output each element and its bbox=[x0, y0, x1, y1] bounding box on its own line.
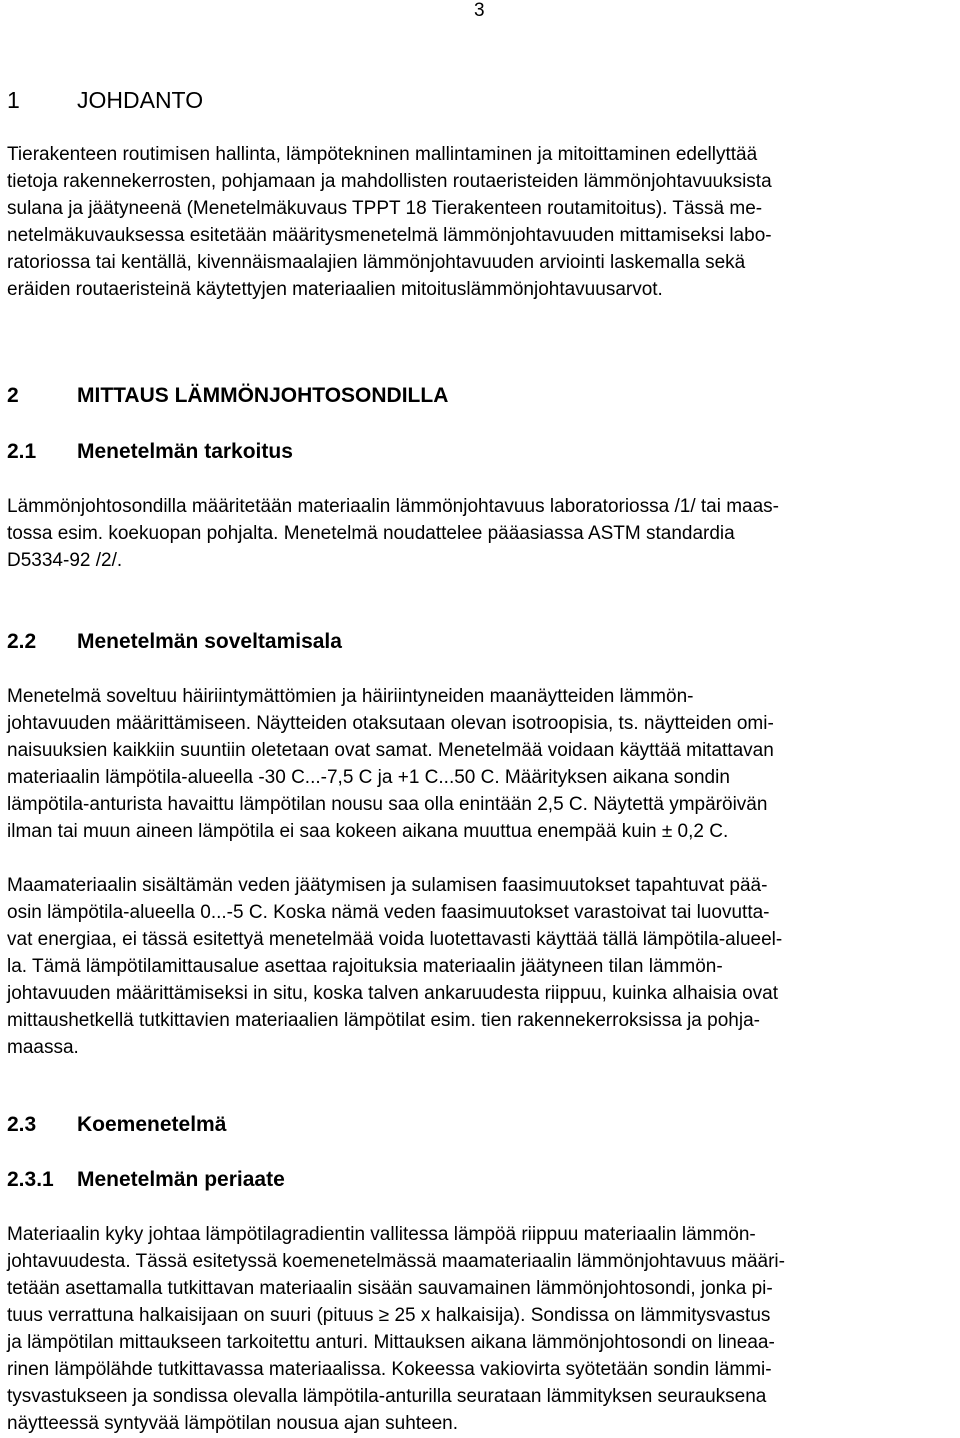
section-title: Menetelmän tarkoitus bbox=[77, 440, 293, 463]
section-heading-1 bbox=[7, 86, 203, 114]
section-number: 2.3.1 bbox=[7, 1168, 54, 1191]
section-heading-2-1 bbox=[7, 439, 293, 465]
section-number: 1 bbox=[7, 87, 20, 113]
principle-paragraph: Materiaalin kyky johtaa lämpötilagradientin vallitessa lämpöä riippuu materiaalin lämmön- johtavuudesta. Tässä esitetyssä koemenetelmässä maamateriaalin lämmönjohtavuus määri- tetään asettamalla tutkittavan materiaalin sisään sauvamainen lämmönjohtosondi, jonka pi- tuus verrattuna halkaisijaan on suuri (pituus ≥ 25 x halkaisija). Sondissa on lämmitysvastus ja lämpötilan mittaukseen tarkoitettu anturi. Mittauksen aikana lämmönjohtosondi on lineaa- rinen lämpölähde tutkittavassa materiaalissa. Kokeessa vakiovirta syötetään sondin lämmi- tysvastukseen ja sondissa olevalla lämpötila-anturilla seurataan lämmityksen seurauksena näytteessä syntyvää lämpötilan nousua ajan suhteen. bbox=[7, 1224, 785, 1434]
section-title: Koemenetelmä bbox=[77, 1113, 227, 1136]
section-title: JOHDANTO bbox=[77, 87, 204, 113]
section-number: 2 bbox=[7, 384, 19, 407]
section-title: Menetelmän periaate bbox=[77, 1168, 285, 1191]
intro-paragraph: Tierakenteen routimisen hallinta, lämpötekninen mallintaminen ja mitoittaminen edellyttää tietoja rakennekerrosten, pohjamaan ja mahdollisten routaeristeiden lämmönjohtavuuksista sulana ja jäätyneenä (Menetelmäkuvaus TPPT 18 Tierakenteen routamitoitus). Tässä me- netelmäkuvauksessa esitetään määritysmenetelmä lämmönjohtavuuden mittamiseksi labo- ratoriossa tai kentällä, kivennäismaalajien lämmönjohtavuuden arviointi laskemalla sekä eräiden routaeristeinä käytettyjen materiaalien mitoituslämmönjohtavuusarvot. bbox=[7, 144, 772, 300]
purpose-paragraph: Lämmönjohtosondilla määritetään materiaalin lämmönjohtavuus laboratoriossa /1/ tai maas- tossa esim. koekuopan pohjalta. Menetelmä noudattelee pääasiassa ASTM standardia D5334-92 /2/. bbox=[7, 496, 780, 571]
section-heading-2 bbox=[7, 383, 448, 409]
section-heading-2-3-1 bbox=[7, 1167, 285, 1193]
section-heading-2-2 bbox=[7, 629, 342, 655]
section-number: 2.1 bbox=[7, 440, 37, 463]
phase-change-paragraph: Maamateriaalin sisältämän veden jäätymisen ja sulamisen faasimuutokset tapahtuvat pää- osin lämpötila-alueella 0...-5 C. Koska nämä veden faasimuutokset varastoivat tai luovutta- vat energiaa, ei tässä esitettyä menetelmää voida luotettavasti käyttää tällä lämpötila-alueel- la. Tämä lämpötilamittausalue asettaa rajoituksia materiaalin jäätyneen tilan lämmön- johtavuuden määrittämiseksi in situ, koska talven ankaruudesta riippuu, kuinka alhaisia ovat mittaushetkellä tutkittavien materiaalien lämpötilat esim. tien rakennekerroksissa ja pohja- maassa. bbox=[7, 875, 783, 1058]
section-title: Menetelmän soveltamisala bbox=[77, 630, 342, 653]
section-number: 2.3 bbox=[7, 1113, 37, 1136]
scope-paragraph: Menetelmä soveltuu häiriintymättömien ja häiriintyneiden maanäytteiden lämmön- johtavuuden määrittämiseen. Näytteiden otaksutaan olevan isotroopisia, ts. näytteiden omi- naisuuksien kaikkiin suuntiin oletetaan ovat samat. Menetelmää voidaan käyttää mitattavan materiaalin lämpötila-alueella -30 C...-7,5 C ja +1 C...50 C. Määrityksen aikana sondin lämpötila-anturista havaittu lämpötilan nousu saa olla enintään 2,5 C. Näytettä ympäröivän ilman tai muun aineen lämpötila ei saa kokeen aikana muuttua enempää kuin ± 0,2 C. bbox=[7, 686, 774, 842]
page-number: 3 bbox=[474, 0, 485, 21]
section-heading-2-3 bbox=[7, 1112, 226, 1138]
section-title: MITTAUS LÄMMÖNJOHTOSONDILLA bbox=[77, 384, 449, 407]
section-number: 2.2 bbox=[7, 630, 37, 653]
